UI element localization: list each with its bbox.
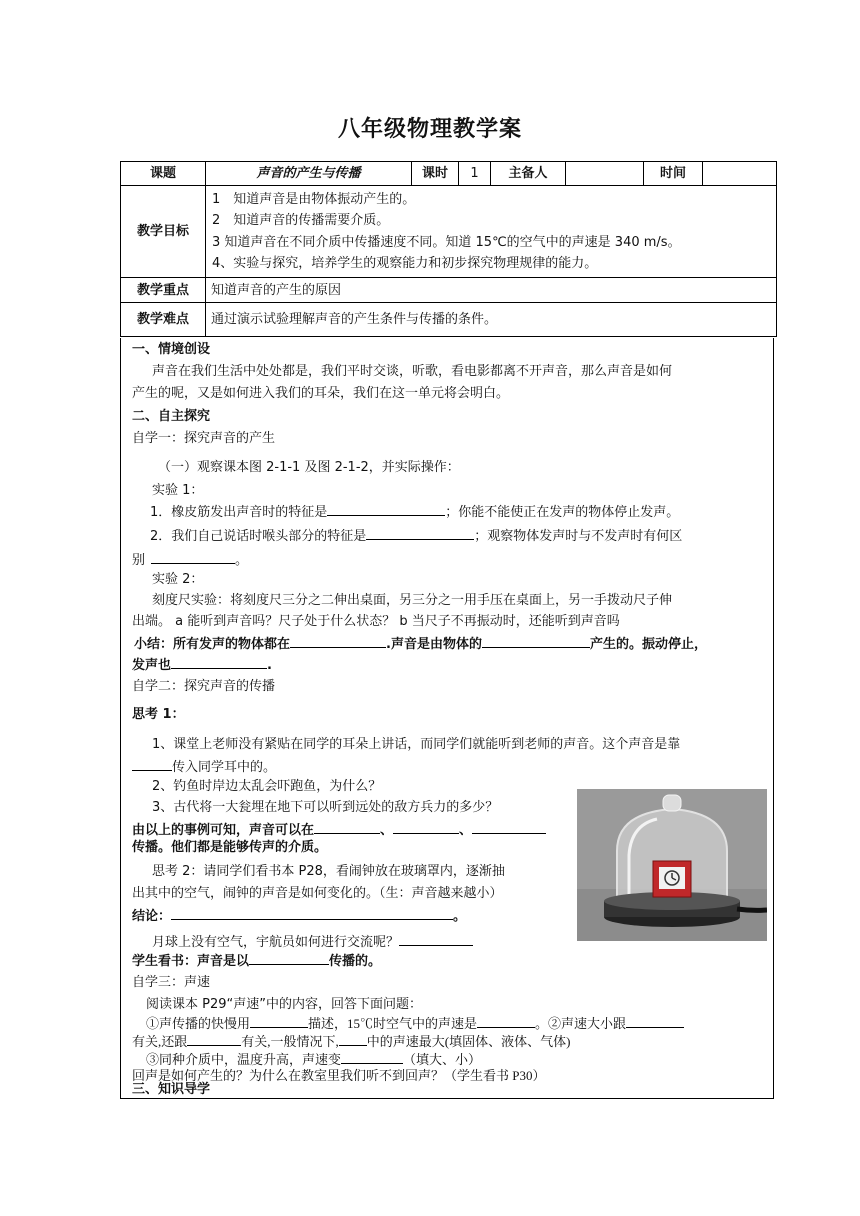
question-text: 描述，15℃时空气中的声速是 — [308, 1016, 478, 1031]
question-text: 2．我们自己说话时喉头部分的特征是 — [150, 529, 367, 544]
lesson-header-table — [120, 161, 777, 337]
answer-blank[interactable] — [472, 819, 546, 834]
question-text: ③同种介质中，温度升高，声速变 — [146, 1052, 342, 1067]
paragraph-line: （一）观察课本图 2-1-1 及图 2-1-2，并实际操作： — [158, 460, 460, 475]
question-text: ；你能不能使正在发声的物体停止发声。 — [445, 505, 680, 520]
answer-blank[interactable] — [366, 525, 474, 540]
subsection-title: 自学三：声速 — [132, 975, 211, 990]
answer-blank[interactable] — [339, 1031, 367, 1046]
paragraph-line: 传播。他们都是能够传声的介质。 — [132, 840, 328, 855]
paragraph-line: 思考 2：请同学们看书本 P28，看闹钟放在玻璃罩内，逐渐抽 — [152, 864, 505, 879]
conclusion-text: 、 — [459, 823, 473, 838]
think-label: 思考 1： — [132, 707, 185, 722]
hours-value: 1 — [459, 162, 491, 186]
question-text: 有关,还跟 — [132, 1034, 188, 1049]
question-text: 中的声速最大(填固体、液体、气体) — [366, 1034, 571, 1049]
answer-blank[interactable] — [290, 633, 386, 648]
question-line — [132, 756, 276, 778]
page-title: 八年级物理教学案 — [337, 117, 522, 142]
summary-text: 发声也 — [132, 658, 172, 673]
answer-blank[interactable] — [399, 931, 473, 946]
goal-item: 3 知道声音在不同介质中传播速度不同。知道 15℃的空气中的声速是 340 m/s。 — [212, 234, 681, 250]
answer-blank[interactable] — [341, 1049, 403, 1064]
question-line — [132, 549, 248, 571]
goals-label: 教学目标 — [121, 186, 206, 278]
time-label: 时间 — [644, 162, 703, 186]
question-line — [150, 525, 682, 547]
question-text: ①声传播的快慢用 — [146, 1016, 251, 1031]
question-text: 传播的。 — [329, 954, 382, 969]
paragraph-line: 出端。 a 能听到声音吗？尺子处于什么状态？ b 当尺子不再振动时，还能听到声音吗 — [132, 614, 620, 629]
question-line — [150, 501, 679, 523]
answer-blank[interactable] — [626, 1013, 684, 1028]
topic-value: 声音的产生与传播 — [206, 162, 412, 186]
answer-blank[interactable] — [314, 819, 380, 834]
conclusion-text: 。 — [453, 909, 467, 924]
answer-blank[interactable] — [477, 1013, 535, 1028]
section-title: 一、情境创设 — [132, 342, 211, 357]
subsection-title: 自学一：探究声音的产生 — [132, 431, 276, 446]
summary-text: . — [267, 658, 272, 673]
paragraph-line: 声音在我们生活中处处都是，我们平时交谈，听歌，看电影都离不开声音，那么声音是如何 — [152, 364, 673, 379]
experiment-label: 实验 2： — [152, 572, 204, 587]
question-text: ；观察物体发声时与不发声时有何区 — [474, 529, 683, 544]
conclusion-line — [132, 905, 466, 927]
key-points-label: 教学重点 — [121, 278, 206, 303]
time-value — [703, 162, 777, 186]
answer-blank[interactable] — [250, 1013, 308, 1028]
question-text: 学生看书：声音是以 — [132, 954, 250, 969]
question-text: 别 — [132, 553, 146, 568]
answer-blank[interactable] — [171, 654, 267, 669]
answer-blank[interactable] — [187, 1031, 241, 1046]
answer-blank[interactable] — [482, 633, 590, 648]
summary-line — [134, 633, 707, 655]
subsection-title: 自学二：探究声音的传播 — [132, 679, 276, 694]
summary-line — [132, 654, 272, 676]
topic-label: 课题 — [121, 162, 206, 186]
summary-text: 产生的。振动停止， — [589, 637, 707, 652]
paragraph-line: 产生的呢，又是如何进入我们的耳朵，我们在这一单元将会明白。 — [132, 386, 510, 401]
difficulties-label: 教学难点 — [121, 303, 206, 337]
question-text: 。②声速大小跟 — [535, 1016, 627, 1031]
answer-blank[interactable] — [151, 549, 235, 564]
paragraph-line: 1、课堂上老师没有紧贴在同学的耳朵上讲话，而同学们就能听到老师的声音。这个声音是靠 — [152, 737, 681, 752]
paragraph-line: 2、钓鱼时岸边太乱会吓跑鱼，为什么？ — [152, 779, 382, 794]
section-title: 三、知识导学 — [132, 1082, 211, 1097]
paragraph-line: 出其中的空气，闹钟的声音是如何变化的。（生：声音越来越小） — [132, 886, 503, 901]
question-line — [132, 950, 381, 972]
paragraph-line: 阅读课本 P29“声速”中的内容，回答下面问题： — [146, 997, 422, 1012]
paragraph-line: 刻度尺实验：将刻度尺三分之二伸出桌面，另三分之一用手压在桌面上，另一手拨动尺子伸 — [152, 593, 673, 608]
conclusion-text: 、 — [380, 823, 394, 838]
lesson-body — [120, 338, 774, 1099]
difficulties-value: 通过演示试验理解声音的产生条件与传播的条件。 — [206, 303, 777, 337]
preparer-label: 主备人 — [491, 162, 566, 186]
answer-blank[interactable] — [393, 819, 459, 834]
section-title: 二、自主探究 — [132, 409, 211, 424]
question-text: 传入同学耳中的。 — [172, 760, 277, 775]
paragraph-line: 3、古代将一大瓮埋在地下可以听到远处的敌方兵力的多少？ — [152, 800, 499, 815]
experiment-label: 实验 1： — [152, 483, 204, 498]
answer-blank[interactable] — [132, 756, 172, 771]
goals-list — [206, 186, 777, 278]
summary-text: .声音是由物体的 — [386, 637, 482, 652]
paragraph-line: 回声是如何产生的？为什么在教室里我们听不到回声？（学生看书 P30） — [132, 1068, 546, 1083]
preparer-value — [566, 162, 644, 186]
goal-item: 4、实验与探究，培养学生的观察能力和初步探究物理规律的能力。 — [212, 256, 598, 271]
question-text: 有关,一般情况下, — [241, 1034, 339, 1049]
hours-label: 课时 — [412, 162, 459, 186]
conclusion-text: 由以上的事例可知，声音可以在 — [132, 823, 315, 838]
answer-blank[interactable] — [249, 950, 329, 965]
question-text: 月球上没有空气，宇航员如何进行交流呢？ — [152, 935, 400, 950]
question-text: （填大、小） — [403, 1052, 482, 1067]
answer-blank[interactable] — [327, 501, 445, 516]
summary-text: 小结：所有发声的物体都在 — [134, 637, 291, 652]
goal-item: 2 知道声音的传播需要介质。 — [212, 213, 390, 228]
question-text: 1．橡皮筋发出声音时的特征是 — [150, 505, 328, 520]
goal-item: 1 知道声音是由物体振动产生的。 — [212, 191, 416, 207]
question-text: 。 — [235, 553, 249, 568]
key-points-value: 知道声音的产生的原因 — [206, 278, 777, 303]
conclusion-text: 结论： — [132, 909, 172, 924]
answer-blank[interactable] — [171, 905, 453, 920]
bell-jar-alarm-clock-photo — [577, 789, 767, 941]
